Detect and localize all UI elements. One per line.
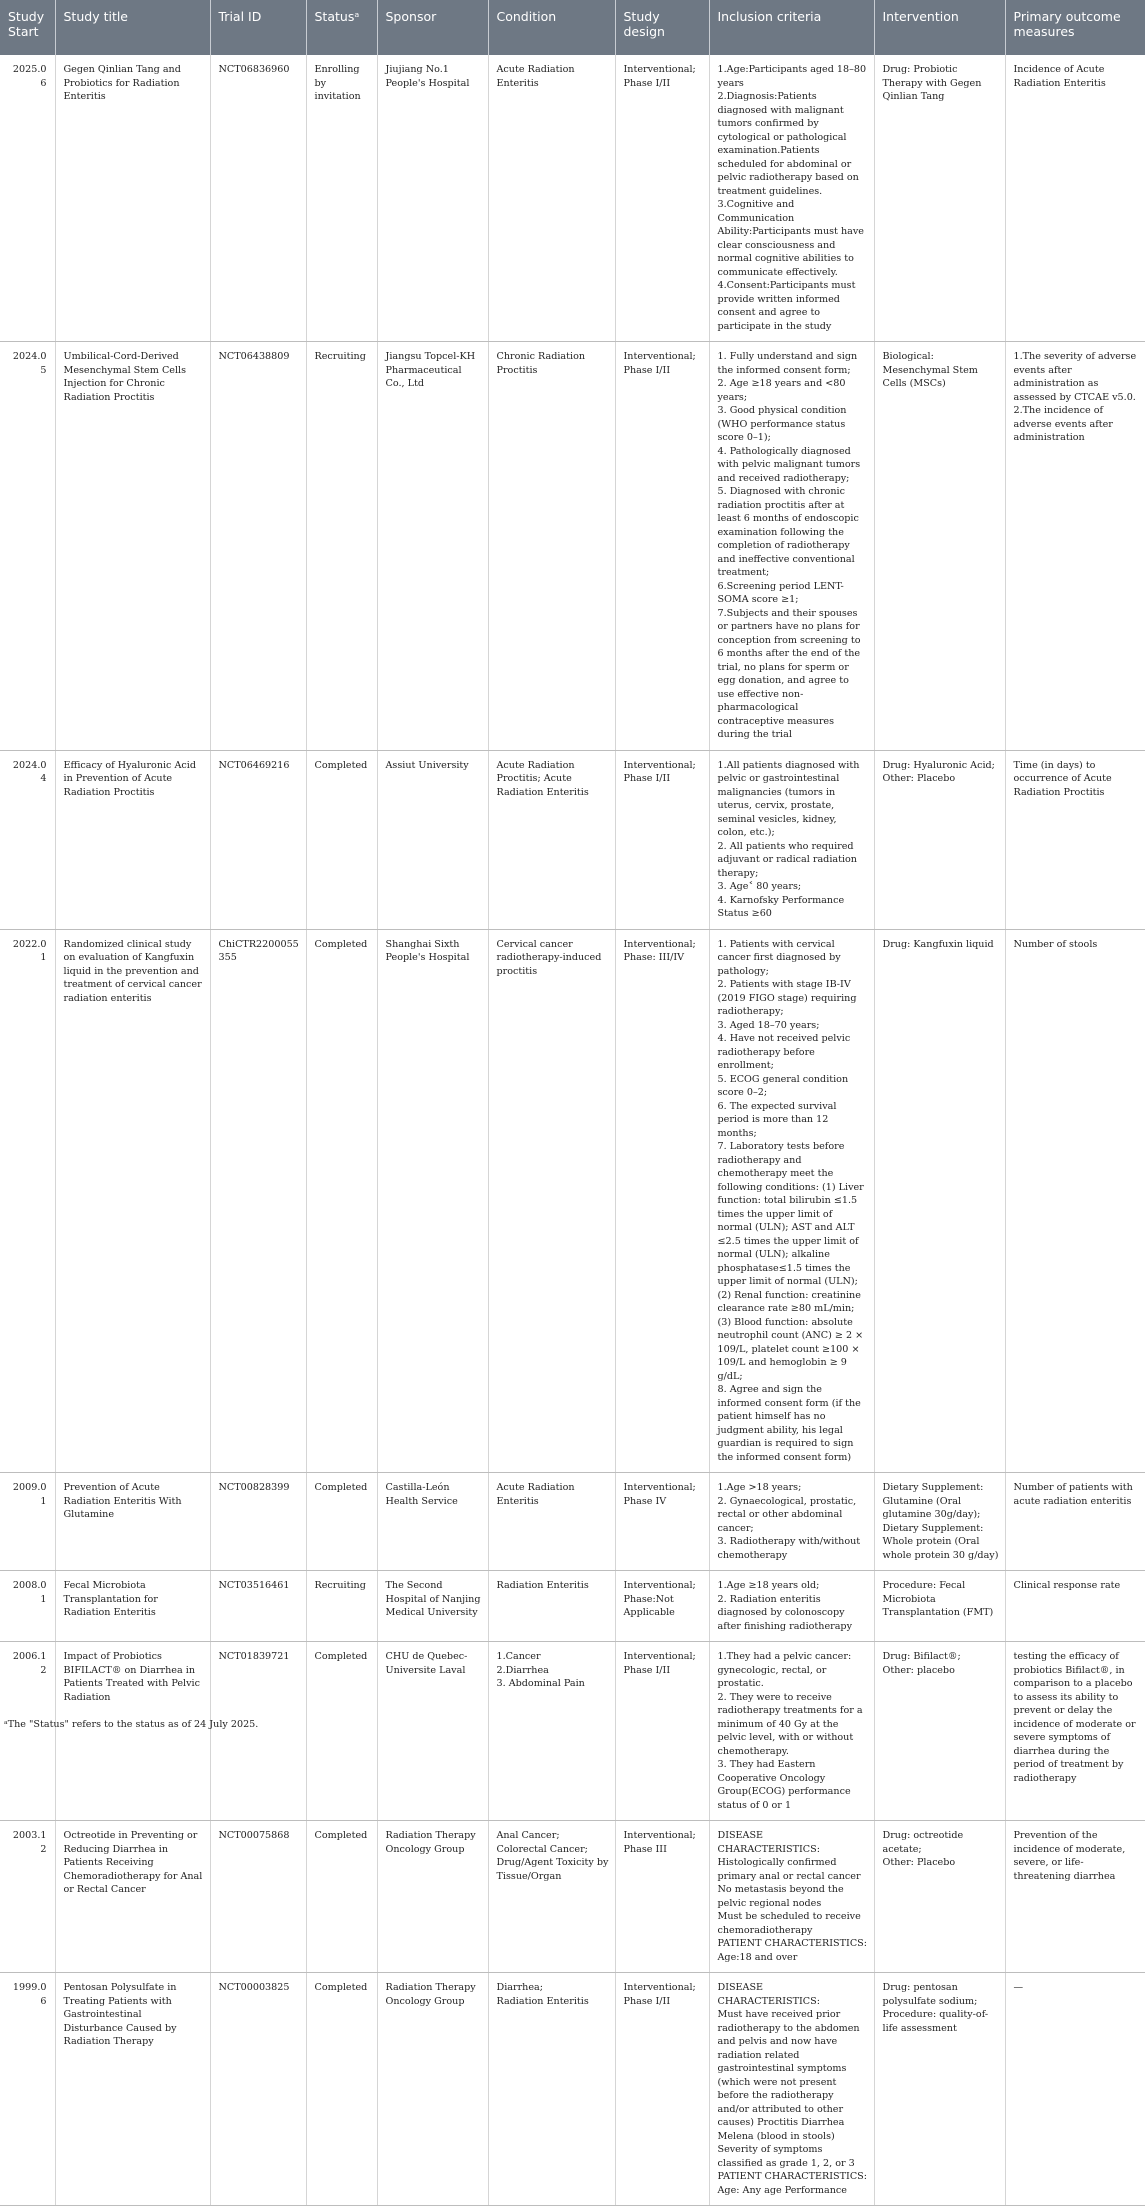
status-footnote: ᵃThe "Status" refers to the status as of 24 July 2025. [4, 1719, 259, 1730]
cell-sponsor: Assiut University [377, 750, 488, 929]
cell-trial-id: NCT00003825 [210, 1973, 306, 2206]
cell-trial-id: NCT06836960 [210, 55, 306, 342]
cell-primary-outcome: Time (in days) to occurrence of Acute Radiation Proctitis [1005, 750, 1145, 929]
cell-status: Completed [306, 750, 377, 929]
table-row [0, 1473, 1145, 1571]
cell-study-title: Gegen Qinlian Tang and Probiotics for Radiation Enteritis [55, 55, 210, 342]
cell-primary-outcome: Incidence of Acute Radiation Enteritis [1005, 55, 1145, 342]
table-row [0, 1571, 1145, 1642]
cell-condition: Acute Radiation Proctitis; Acute Radiation Enteritis [488, 750, 615, 929]
header-status: Statusᵃ [306, 0, 377, 55]
cell-study-start: 2024.05 [0, 342, 55, 751]
cell-intervention: Drug: Probiotic Therapy with Gegen Qinlian Tang [874, 55, 1005, 342]
cell-study-title: Prevention of Acute Radiation Enteritis With Glutamine [55, 1473, 210, 1571]
cell-primary-outcome: — [1005, 1973, 1145, 2206]
cell-study-design: Interventional; Phase I/II [615, 1973, 709, 2206]
cell-sponsor: Jiangsu Topcel-KH Pharmaceutical Co., Ltd [377, 342, 488, 751]
header-sponsor: Sponsor [377, 0, 488, 55]
cell-intervention: Drug: octreotide acetate; Other: Placebo [874, 1821, 1005, 1973]
cell-study-design: Interventional; Phase I/II [615, 342, 709, 751]
header-study-start: Study Start [0, 0, 55, 55]
cell-condition: Cervical cancer radiotherapy-induced proctitis [488, 929, 615, 1473]
header-study-design: Study design [615, 0, 709, 55]
cell-study-start: 2008.01 [0, 1571, 55, 1642]
cell-study-start: 2022.01 [0, 929, 55, 1473]
cell-condition: Acute Radiation Enteritis [488, 1473, 615, 1571]
table-header [0, 0, 1145, 55]
cell-study-design: Interventional; Phase IV [615, 1473, 709, 1571]
cell-condition: Diarrhea; Radiation Enteritis [488, 1973, 615, 2206]
cell-sponsor: CHU de Quebec-Universite Laval [377, 1642, 488, 1821]
cell-study-title: Fecal Microbiota Transplantation for Radiation Enteritis [55, 1571, 210, 1642]
table-body [0, 55, 1145, 2206]
cell-status: Completed [306, 1821, 377, 1973]
cell-primary-outcome: 1.The severity of adverse events after administration as assessed by CTCAE v5.0. 2.The incidence of adverse events after administration [1005, 342, 1145, 751]
cell-primary-outcome: Number of stools [1005, 929, 1145, 1473]
cell-trial-id: NCT03516461 [210, 1571, 306, 1642]
table-row [0, 1973, 1145, 2206]
cell-study-start: 2003.12 [0, 1821, 55, 1973]
cell-inclusion-criteria: 1.They had a pelvic cancer: gynecologic, rectal, or prostatic. 2. They were to receive radiotherapy treatments for a minimum of 40 Gy at the pelvic level, with or without chemotherapy. 3. They had Eastern Cooperative Oncology Group(ECOG) performance status of 0 or 1 [709, 1642, 874, 1821]
cell-status: Recruiting [306, 342, 377, 751]
cell-sponsor: The Second Hospital of Nanjing Medical University [377, 1571, 488, 1642]
cell-trial-id: NCT06438809 [210, 342, 306, 751]
table-row [0, 1821, 1145, 1973]
header-study-title: Study title [55, 0, 210, 55]
cell-trial-id: NCT01839721 [210, 1642, 306, 1821]
cell-study-design: Interventional; Phase I/II [615, 750, 709, 929]
cell-intervention: Drug: pentosan polysulfate sodium; Procedure: quality-of-life assessment [874, 1973, 1005, 2206]
cell-inclusion-criteria: DISEASE CHARACTERISTICS: Must have received prior radiotherapy to the abdomen and pelvis and now have radiation related gastrointestinal symptoms (which were not present before the radiotherapy and/or attributed to other causes) Proctitis Diarrhea Melena (blood in stools) Severity of symptoms classified as grade 1, 2, or 3 PATIENT CHARACTERISTICS: Age: Any age Performance [709, 1973, 874, 2206]
cell-inclusion-criteria: 1.Age:Participants aged 18–80 years 2.Diagnosis:Patients diagnosed with malignant tumors confirmed by cytological or pathological examination.Patients scheduled for abdominal or pelvic radiotherapy based on treatment guidelines. 3.Cognitive and Communication Ability:Participants must have clear consciousness and normal cognitive abilities to communicate effectively. 4.Consent:Participants must provide written informed consent and agree to participate in the study [709, 55, 874, 342]
cell-trial-id: NCT06469216 [210, 750, 306, 929]
cell-sponsor: Jiujiang No.1 People's Hospital [377, 55, 488, 342]
header-primary-outcome: Primary outcome measures [1005, 0, 1145, 55]
table-row [0, 929, 1145, 1473]
cell-trial-id: NCT00828399 [210, 1473, 306, 1571]
cell-trial-id: ChiCTR2200055355 [210, 929, 306, 1473]
cell-study-start: 2025.06 [0, 55, 55, 342]
cell-study-title: Efficacy of Hyaluronic Acid in Prevention of Acute Radiation Proctitis [55, 750, 210, 929]
header-condition: Condition [488, 0, 615, 55]
table-row [0, 55, 1145, 342]
cell-study-design: Interventional; Phase III [615, 1821, 709, 1973]
cell-condition: Acute Radiation Enteritis [488, 55, 615, 342]
table-row [0, 342, 1145, 751]
cell-primary-outcome: testing the efficacy of probiotics Bifilact®, in comparison to a placebo to assess its ability to prevent or delay the incidence of moderate or severe symptoms of diarrhea during the period of treatment by radiotherapy [1005, 1642, 1145, 1821]
cell-study-design: Interventional; Phase: III/IV [615, 929, 709, 1473]
cell-inclusion-criteria: 1.Age ≥18 years old; 2. Radiation enteritis diagnosed by colonoscopy after finishing radiotherapy [709, 1571, 874, 1642]
cell-status: Recruiting [306, 1571, 377, 1642]
cell-study-start: 1999.06 [0, 1973, 55, 2206]
cell-sponsor: Radiation Therapy Oncology Group [377, 1973, 488, 2206]
cell-study-design: Interventional; Phase I/II [615, 1642, 709, 1821]
cell-condition: Anal Cancer; Colorectal Cancer; Drug/Agent Toxicity by Tissue/Organ [488, 1821, 615, 1973]
cell-condition: Chronic Radiation Proctitis [488, 342, 615, 751]
cell-inclusion-criteria: 1.All patients diagnosed with pelvic or gastrointestinal malignancies (tumors in uterus, cervix, prostate, seminal vesicles, kidney, colon, etc.); 2. All patients who required adjuvant or radical radiation therapy; 3. Age˂ 80 years; 4. Karnofsky Performance Status ≥60 [709, 750, 874, 929]
cell-sponsor: Shanghai Sixth People's Hospital [377, 929, 488, 1473]
cell-sponsor: Radiation Therapy Oncology Group [377, 1821, 488, 1973]
cell-sponsor: Castilla-León Health Service [377, 1473, 488, 1571]
cell-inclusion-criteria: DISEASE CHARACTERISTICS: Histologically confirmed primary anal or rectal cancer No metastasis beyond the pelvic regional nodes Must be scheduled to receive chemoradiotherapy PATIENT CHARACTERISTICS: Age:18 and over [709, 1821, 874, 1973]
cell-study-start: 2006.12 [0, 1642, 55, 1821]
cell-primary-outcome: Number of patients with acute radiation enteritis [1005, 1473, 1145, 1571]
cell-trial-id: NCT00075868 [210, 1821, 306, 1973]
cell-condition: Radiation Enteritis [488, 1571, 615, 1642]
cell-study-title: Umbilical-Cord-Derived Mesenchymal Stem Cells Injection for Chronic Radiation Proctitis [55, 342, 210, 751]
header-row [0, 0, 1145, 55]
cell-intervention: Procedure: Fecal Microbiota Transplantation (FMT) [874, 1571, 1005, 1642]
cell-intervention: Dietary Supplement: Glutamine (Oral glutamine 30g/day); Dietary Supplement: Whole protein (Oral whole protein 30 g/day) [874, 1473, 1005, 1571]
cell-study-title: Randomized clinical study on evaluation of Kangfuxin liquid in the prevention and treatment of cervical cancer radiation enteritis [55, 929, 210, 1473]
cell-inclusion-criteria: 1.Age >18 years; 2. Gynaecological, prostatic, rectal or other abdominal cancer; 3. Radiotherapy with/without chemotherapy [709, 1473, 874, 1571]
header-inclusion-criteria: Inclusion criteria [709, 0, 874, 55]
header-intervention: Intervention [874, 0, 1005, 55]
cell-condition: 1.Cancer 2.Diarrhea 3. Abdominal Pain [488, 1642, 615, 1821]
cell-primary-outcome: Clinical response rate [1005, 1571, 1145, 1642]
cell-intervention: Biological: Mesenchymal Stem Cells (MSCs) [874, 342, 1005, 751]
cell-intervention: Drug: Bifilact®; Other: placebo [874, 1642, 1005, 1821]
cell-status: Enrolling by invitation [306, 55, 377, 342]
table-row [0, 750, 1145, 929]
cell-status: Completed [306, 1473, 377, 1571]
cell-study-start: 2024.04 [0, 750, 55, 929]
cell-status: Completed [306, 1973, 377, 2206]
cell-status: Completed [306, 929, 377, 1473]
cell-inclusion-criteria: 1. Fully understand and sign the informed consent form; 2. Age ≥18 years and <80 years; 3. Good physical condition (WHO performance status score 0–1); 4. Pathologically diagnosed with pelvic malignant tumors and received radiotherapy; 5. Diagnosed with chronic radiation proctitis after at least 6 months of endoscopic examination following the completion of radiotherapy and ineffective conventional treatment; 6.Screening period LENT-SOMA score ≥1; 7.Subjects and their spouses or partners have no plans for conception from screening to 6 months after the end of the trial, no plans for sperm or egg donation, and agree to use effective non-pharmacological contraceptive measures during the trial [709, 342, 874, 751]
cell-intervention: Drug: Hyaluronic Acid; Other: Placebo [874, 750, 1005, 929]
cell-study-title: Octreotide in Preventing or Reducing Diarrhea in Patients Receiving Chemoradiotherapy for Anal or Rectal Cancer [55, 1821, 210, 1973]
cell-study-title: Impact of Probiotics BIFILACT® on Diarrhea in Patients Treated with Pelvic Radiation [55, 1642, 210, 1821]
cell-intervention: Drug: Kangfuxin liquid [874, 929, 1005, 1473]
header-trial-id: Trial ID [210, 0, 306, 55]
cell-study-design: Interventional; Phase:Not Applicable [615, 1571, 709, 1642]
cell-study-title: Pentosan Polysulfate in Treating Patients with Gastrointestinal Disturbance Caused by Radiation Therapy [55, 1973, 210, 2206]
cell-study-design: Interventional; Phase I/II [615, 55, 709, 342]
cell-primary-outcome: Prevention of the incidence of moderate, severe, or life-threatening diarrhea [1005, 1821, 1145, 1973]
cell-status: Completed [306, 1642, 377, 1821]
cell-study-start: 2009.01 [0, 1473, 55, 1571]
table-row [0, 1642, 1145, 1821]
cell-inclusion-criteria: 1. Patients with cervical cancer first diagnosed by pathology; 2. Patients with stage IB-IV (2019 FIGO stage) requiring radiotherapy; 3. Aged 18–70 years; 4. Have not received pelvic radiotherapy before enrollment; 5. ECOG general condition score 0–2; 6. The expected survival period is more than 12 months; 7. Laboratory tests before radiotherapy and chemotherapy meet the following conditions: (1) Liver function: total bilirubin ≤1.5 times the upper limit of normal (ULN); AST and ALT ≤2.5 times the upper limit of normal (ULN); alkaline phosphatase≤1.5 times the upper limit of normal (ULN); (2) Renal function: creatinine clearance rate ≥80 mL/min; (3) Blood function: absolute neutrophil count (ANC) ≥ 2 × 109/L, platelet count ≥100 × 109/L and hemoglobin ≥ 9 g/dL; 8. Agree and sign the informed consent form (if the patient himself has no judgment ability, his legal guardian is required to sign the informed consent form) [709, 929, 874, 1473]
